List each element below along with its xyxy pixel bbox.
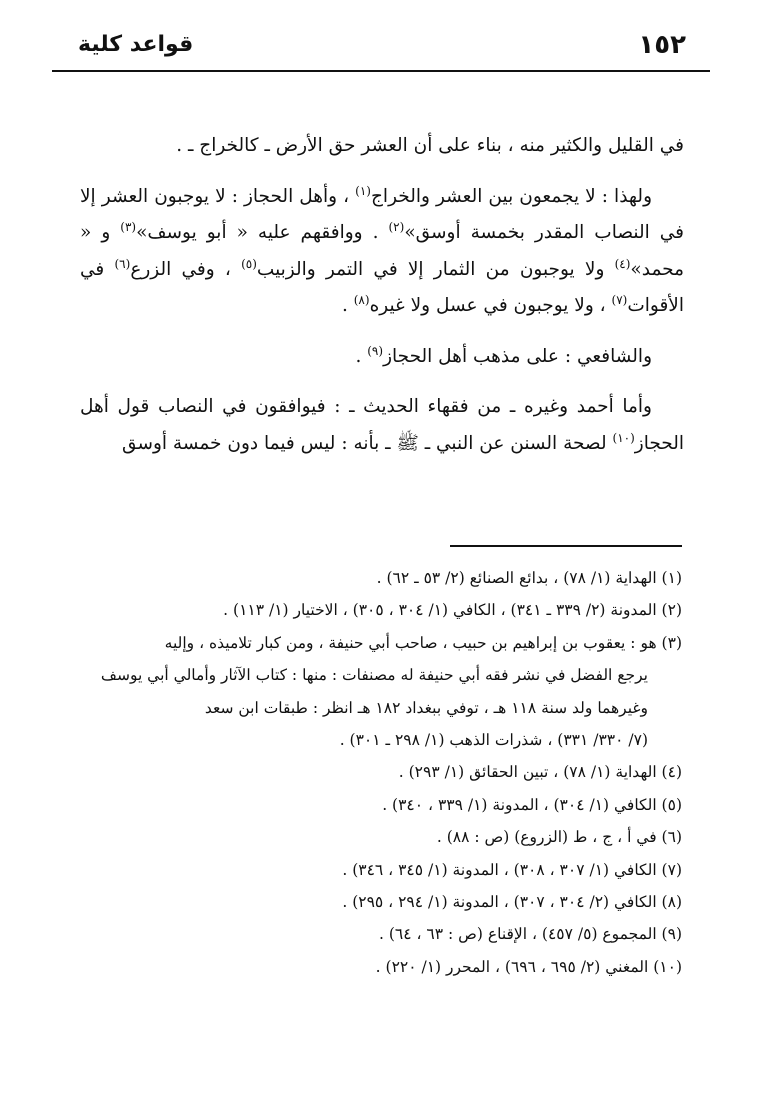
footnote-10: (١٠) المغني (٢/ ٦٩٥ ، ٦٩٦) ، المحرر (١/ ٢٢٠) .: [375, 957, 682, 976]
text-run: ، ولا يوجبون في عسل ولا غيره: [369, 295, 612, 316]
text-run: ولا يوجبون من الثمار إلا في التمر والزبيب: [256, 258, 615, 280]
footnote-marker: (١٠): [612, 430, 635, 445]
footnote-marker: (٦): [114, 256, 131, 271]
footnote-marker: (٧): [611, 292, 628, 307]
page-header: [52, 28, 710, 64]
text-run: في الأقوات: [80, 258, 684, 316]
footnotes: [80, 562, 682, 983]
footnote-marker: (١): [355, 183, 371, 198]
footnote-marker: (٣): [120, 219, 137, 234]
footnote-3-line-4: (٧/ ٣٣٠/ ٣٣١) ، شذرات الذهب (١/ ٢٩٨ ـ ٣٠١) .: [339, 731, 648, 750]
footnote-9: (٩) المجموع (٥/ ٤٥٧) ، الإقناع (ص : ٦٣ ، ٦٤) .: [378, 925, 682, 944]
footnote-1: (١) الهداية (١/ ٧٨) ، بدائع الصنائع (٢/ ٥٣ ـ ٦٢) .: [376, 569, 682, 587]
text-run: والشافعي : على مذهب أهل الحجاز: [383, 345, 652, 367]
footnote-8: (٨) الكافي (٢/ ٣٠٤ ، ٣٠٧) ، المدونة (١/ ٢٩٤ ، ٢٩٥) .: [342, 893, 682, 912]
page-number: ١٥٢: [638, 30, 686, 60]
paragraph-4: [80, 389, 684, 462]
paragraph-2: [80, 179, 684, 325]
text-run: وأما أحمد وغيره ـ من فقهاء الحديث ـ : فيوافقون في النصاب قول أهل الحجاز: [80, 396, 684, 454]
footnote-marker: (٤): [614, 256, 631, 271]
footnote-5: (٥) الكافي (١/ ٣٠٤) ، المدونة (١/ ٣٣٩ ، ٣٤٠) .: [382, 795, 682, 814]
text-run: ولهذا : لا يجمعون بين العشر والخراج: [370, 185, 653, 207]
main-text: [80, 128, 684, 476]
footnote-2: (٢) المدونة (٢/ ٣٣٩ ـ ٣٤١) ، الكافي (١/ ٣٠٤ ، ٣٠٥) ، الاختيار (١/ ١١٣) .: [223, 601, 682, 620]
text-run: ، وأهل الحجاز : لا يوجبون العشر إلا في النصاب المقدر بخمسة أوسق»: [80, 185, 685, 243]
paragraph-1: في القليل والكثير منه ، بناء على أن العشر حق الأرض ـ كالخراج ـ .: [176, 135, 684, 156]
paragraph-3: [80, 339, 684, 376]
running-title: قواعد كلية: [78, 32, 194, 57]
footnote-separator: [450, 545, 682, 547]
text-run: ، وفي الزرع: [130, 258, 242, 280]
footnote-4: (٤) الهداية (١/ ٧٨) ، تبين الحقائق (١/ ٢٩٣) .: [398, 763, 682, 782]
footnote-marker: (٥): [241, 256, 257, 271]
footnote-7: (٧) الكافي (١/ ٣٠٧ ، ٣٠٨) ، المدونة (١/ ٣٤٥ ، ٣٤٦) .: [342, 860, 682, 879]
footnote-marker: (٩): [367, 343, 384, 358]
text-run: .: [355, 345, 368, 367]
footnote-marker: (٨): [353, 292, 370, 307]
footnote-3-line-2: يرجع الفضل في نشر فقه أبي حنيفة له مصنفات : منها : كتاب الآثار وأمالي أبي يوسف: [100, 666, 648, 685]
footnote-marker: (٢): [388, 219, 405, 234]
text-run: لصحة السنن عن النبي ـ ﷺ ـ بأنه : ليس فيما دون خمسة أوسق: [122, 432, 613, 454]
text-run: .: [341, 295, 354, 316]
footnote-6: (٦) في أ ، ج ، ط (الزروع) (ص : ٨٨) .: [436, 828, 682, 847]
footnote-3-line-3: وغيرهما ولد سنة ١١٨ هـ ، توفي ببغداد ١٨٢ هـ انظر : طبقات ابن سعد: [204, 698, 648, 717]
text-run: . ووافقهم عليه « أبو يوسف»: [136, 222, 389, 243]
header-rule: [52, 70, 710, 72]
text-run: و « محمد»: [80, 222, 684, 280]
footnote-3: (٣) هو : يعقوب بن إبراهيم بن حبيب ، صاحب أبي حنيفة ، ومن كبار تلاميذه ، وإليه: [164, 633, 682, 652]
